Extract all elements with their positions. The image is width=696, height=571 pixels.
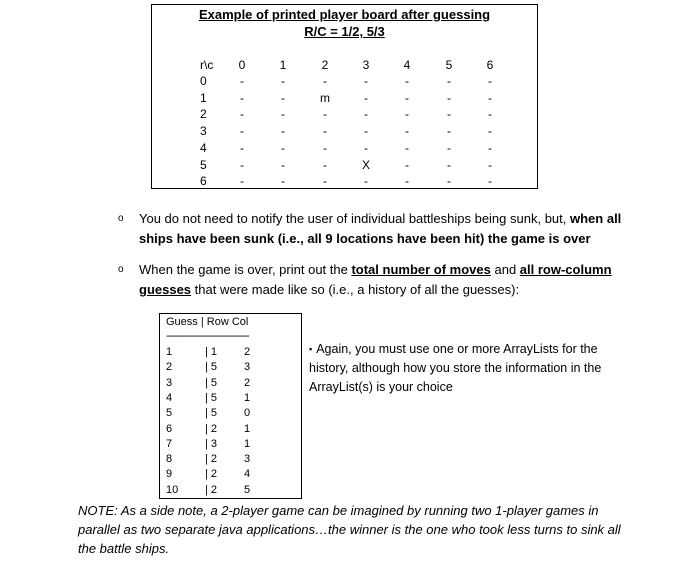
board-cell: X [361,157,371,172]
history-row-cell: | 5 [205,407,218,420]
board-cell: - [488,90,492,105]
history-row-cell: | 2 [205,483,218,496]
square-bullet-icon: ▪ [309,344,313,354]
board-title: Example of printed player board after guessing [198,7,491,22]
history-guess-cell: 10 [166,483,179,496]
board-cell: - [488,124,492,139]
board-cell: - [281,174,285,189]
history-col-cell: 3 [244,453,251,466]
board-cell: - [281,140,285,155]
board-cell: - [240,124,244,139]
board-cell: - [364,74,368,88]
side-note [309,340,639,397]
board-row-label: 5 [200,157,207,172]
history-guess-cell: 2 [166,361,173,374]
board-cell: - [323,140,327,155]
board-row-label: 3 [200,124,207,139]
board-row-label: 1 [200,90,207,105]
board-cell: - [281,107,285,122]
board-cell: - [364,124,368,139]
board-cell: - [447,174,451,189]
board-cell: - [323,174,327,189]
history-col-cell: 5 [244,483,251,496]
board-corner-label: r\c [200,58,214,72]
board-cell: - [240,74,244,88]
bottom-note: NOTE: As a side note, a 2-player game can be imagined by running two 1-player games in parallel as two separate java applications…the winner is the one who took less turns to sink all the battle ships. [78,503,621,556]
history-row-cell: | 1 [205,346,218,358]
board-cell: - [405,140,409,155]
history-divider: ------------------------------- [166,330,249,342]
board-row-label: 2 [200,107,207,122]
history-row-cell: | 2 [205,422,218,435]
history-col-cell: 2 [244,376,251,389]
history-col-cell: 4 [244,468,251,481]
board-cell: - [405,174,409,189]
bullet-text: You do not need to notify the user of individual battleships being sunk, but, [139,211,567,226]
board-cell: - [240,107,244,122]
board-cell: - [488,107,492,122]
board-cell: - [240,174,244,189]
board-cell: - [323,157,327,172]
board-cell: - [240,140,244,155]
history-row-cell: | 2 [205,468,218,481]
bullet-game-over [139,209,629,249]
bullet-text: When the game is over, print out the [139,262,352,277]
board-cell: - [364,107,368,122]
board-cell: - [447,74,451,88]
board-cell: - [323,107,327,122]
board-cell: - [447,90,451,105]
board-col-header: 1 [279,58,287,72]
bullet-text: that were made like so (i.e., a history of all the guesses): [191,282,520,297]
history-guess-cell: 3 [166,376,173,389]
board-cell: - [281,74,285,88]
board-cell: - [405,90,409,105]
board-col-header: 4 [403,58,411,72]
board-cell: - [447,140,451,155]
board-figure [151,4,538,189]
bullet-marker: o [118,213,124,224]
board-col-header: 6 [486,58,494,72]
board-cell: - [447,124,451,139]
board-cell: - [488,140,492,155]
board-cell: - [323,74,327,88]
board-row-label: 6 [200,174,207,189]
board-cell: - [281,157,285,172]
history-row-cell: | 3 [205,437,218,450]
board-row-label: 0 [200,74,207,88]
board-cell: - [405,74,409,88]
history-col-cell: 1 [244,437,251,450]
history-col-cell: 1 [244,391,251,404]
history-guess-cell: 9 [166,468,173,481]
history-guess-cell: 4 [166,391,173,404]
history-guess-cell: 1 [166,346,173,358]
board-col-header: 5 [445,58,453,72]
board-cell: - [447,157,451,172]
history-guess-cell: 7 [166,437,173,450]
board-grid [152,5,537,188]
board-cell: - [240,157,244,172]
history-col-cell: 2 [244,346,251,358]
board-cell: - [488,157,492,172]
underlined-term: total number of moves [351,262,491,277]
history-col-cell: 3 [244,361,251,374]
history-row-cell: | 5 [205,361,218,374]
underlined-term: all row-column guesses [139,262,612,297]
board-col-header: 3 [362,58,370,72]
history-col-cell: 0 [244,407,251,420]
board-cell: m [320,90,330,105]
bullet-text: and [490,262,520,277]
board-row-label: 4 [200,140,207,155]
board-cell: - [405,157,409,172]
board-cell: - [281,90,285,105]
board-cell: - [364,90,368,105]
history-row-cell: | 2 [205,453,218,466]
board-subtitle: R/C = 1/2, 5/3 [304,24,385,39]
board-cell: - [323,124,327,139]
board-col-header: 0 [238,58,246,72]
board-cell: - [281,124,285,139]
board-cell: - [364,140,368,155]
history-guess-cell: 8 [166,453,173,466]
board-cell: - [405,107,409,122]
board-cell: - [364,174,368,189]
history-guess-cell: 5 [166,407,173,420]
board-cell: - [488,74,492,88]
side-note-text: Again, you must use one or more ArrayLists for the history, although how you store the information in the ArrayList(s) is your choice [309,342,602,394]
board-cell: - [447,107,451,122]
history-col-cell: 1 [244,422,251,435]
bullet-marker: o [118,264,124,275]
history-header: Guess | Row Col [166,316,249,328]
board-cell: - [405,124,409,139]
board-cell: - [240,90,244,105]
history-row-cell: | 5 [205,391,218,404]
history-guess-cell: 6 [166,422,173,435]
board-col-header: 2 [321,58,329,72]
history-row-cell: | 5 [205,376,218,389]
history-table [159,313,302,499]
board-cell: - [488,174,492,189]
bullet-print-history [139,260,629,300]
bullet-bold-text: when all ships have been sunk (i.e., all 9 locations have been hit) the game is over [139,211,622,246]
